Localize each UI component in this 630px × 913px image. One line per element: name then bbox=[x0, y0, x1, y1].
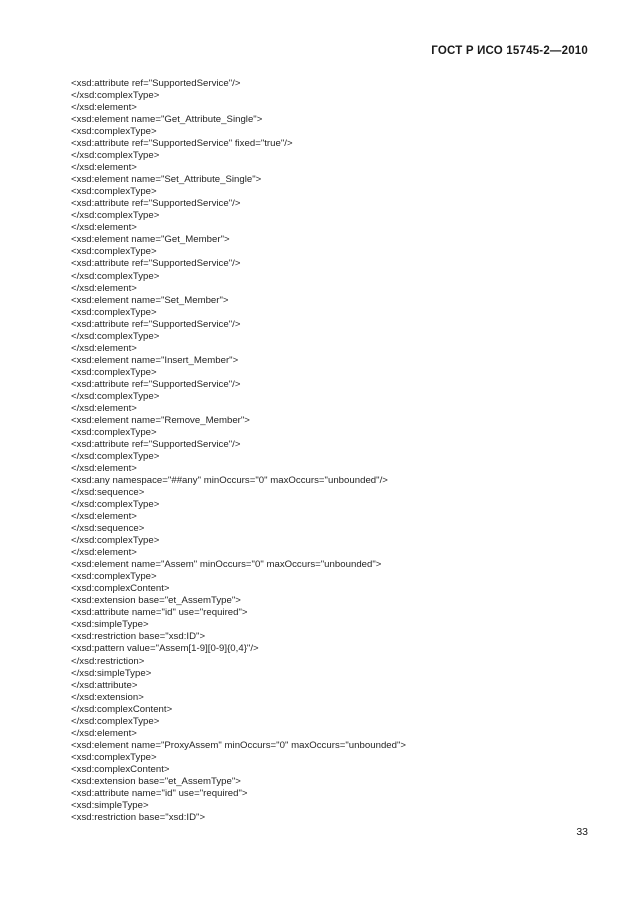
code-line: <xsd:complexType> bbox=[71, 366, 157, 378]
code-line: <xsd:extension base="et_AssemType"> bbox=[71, 595, 241, 607]
code-line: <xsd:complexType> bbox=[71, 186, 157, 198]
code-line: </xsd:complexType> bbox=[71, 90, 160, 102]
code-line: <xsd:complexType> bbox=[71, 126, 157, 138]
code-line: <xsd:complexType> bbox=[71, 246, 157, 258]
code-line: </xsd:element> bbox=[71, 547, 137, 559]
code-line: </xsd:complexType> bbox=[71, 150, 160, 162]
code-line: <xsd:restriction base="xsd:ID"> bbox=[71, 631, 206, 643]
code-line: <xsd:element name="ProxyAssem" minOccurs="0" maxOccurs="unbounded"> bbox=[71, 739, 407, 751]
code-line: <xsd:complexType> bbox=[71, 571, 157, 583]
code-line: </xsd:complexType> bbox=[71, 330, 160, 342]
code-line: <xsd:restriction base="xsd:ID"> bbox=[71, 811, 206, 823]
code-line: </xsd:element> bbox=[71, 463, 137, 474]
code-line: </xsd:complexType> bbox=[71, 499, 160, 511]
code-line: <xsd:complexType> bbox=[71, 426, 157, 438]
code-line: <xsd:element name="Remove_Member"> bbox=[71, 414, 250, 426]
code-line: <xsd:element name="Set_Attribute_Single"> bbox=[71, 174, 262, 186]
code-line: <xsd:element name="Get_Member"> bbox=[71, 234, 230, 246]
code-line: </xsd:sequence> bbox=[71, 523, 145, 535]
code-line: </xsd:complexType> bbox=[71, 450, 160, 462]
code-line: <xsd:attribute ref="SupportedService"/> bbox=[71, 198, 241, 210]
code-line: </xsd:element> bbox=[71, 342, 137, 354]
code-line: <xsd:element name="Get_Attribute_Single"> bbox=[71, 114, 263, 126]
code-line: </xsd:element> bbox=[71, 402, 137, 414]
code-line: </xsd:complexType> bbox=[71, 210, 160, 222]
code-line: <xsd:attribute ref="SupportedService"/> bbox=[71, 318, 241, 330]
code-line: <xsd:complexType> bbox=[71, 306, 157, 318]
code-line: </xsd:complexType> bbox=[71, 270, 160, 282]
code-line: </xsd:complexType> bbox=[71, 535, 160, 547]
code-line: <xsd:simpleType> bbox=[71, 619, 149, 631]
running-header: ГОСТ Р ИСО 15745-2—2010 bbox=[431, 45, 588, 57]
code-line: <xsd:attribute ref="SupportedService"/> bbox=[71, 78, 241, 89]
code-line: </xsd:sequence> bbox=[71, 487, 145, 499]
code-line: </xsd:restriction> bbox=[71, 655, 145, 667]
code-line: <xsd:element name="Insert_Member"> bbox=[71, 354, 239, 366]
code-line: <xsd:any namespace="##any" minOccurs="0" maxOccurs="unbounded"/> bbox=[71, 475, 388, 487]
code-line: <xsd:pattern value="Assem[1-9][0-9]{0,4}"/> bbox=[71, 643, 259, 655]
code-line: </xsd:complexContent> bbox=[71, 703, 173, 715]
code-line: <xsd:extension base="et_AssemType"> bbox=[71, 775, 241, 787]
code-line: <xsd:complexContent> bbox=[71, 763, 170, 775]
code-line: <xsd:attribute ref="SupportedService" fixed="true"/> bbox=[71, 138, 293, 150]
code-line: <xsd:attribute ref="SupportedService"/> bbox=[71, 438, 241, 450]
code-line: </xsd:element> bbox=[71, 511, 137, 523]
code-line: </xsd:element> bbox=[71, 282, 137, 294]
code-line: <xsd:complexType> bbox=[71, 751, 157, 763]
code-line: </xsd:complexType> bbox=[71, 390, 160, 402]
code-line: </xsd:simpleType> bbox=[71, 667, 152, 679]
code-line: <xsd:element name="Assem" minOccurs="0" maxOccurs="unbounded"> bbox=[71, 559, 382, 571]
page-number: 33 bbox=[576, 826, 588, 838]
code-line: </xsd:element> bbox=[71, 727, 137, 739]
code-line: <xsd:complexContent> bbox=[71, 583, 170, 595]
code-line: </xsd:extension> bbox=[71, 691, 144, 703]
code-line: <xsd:attribute name="id" use="required"> bbox=[71, 607, 248, 619]
xsd-schema-listing bbox=[71, 78, 600, 824]
code-line: </xsd:element> bbox=[71, 162, 137, 174]
code-line: </xsd:element> bbox=[71, 222, 137, 234]
code-line: </xsd:element> bbox=[71, 102, 137, 114]
code-line: <xsd:attribute ref="SupportedService"/> bbox=[71, 378, 241, 390]
code-line: </xsd:attribute> bbox=[71, 679, 138, 691]
code-line: <xsd:attribute ref="SupportedService"/> bbox=[71, 258, 241, 270]
code-line: </xsd:complexType> bbox=[71, 715, 160, 727]
code-line: <xsd:attribute name="id" use="required"> bbox=[71, 787, 248, 799]
code-line: <xsd:element name="Set_Member"> bbox=[71, 294, 229, 306]
code-line: <xsd:simpleType> bbox=[71, 799, 149, 811]
